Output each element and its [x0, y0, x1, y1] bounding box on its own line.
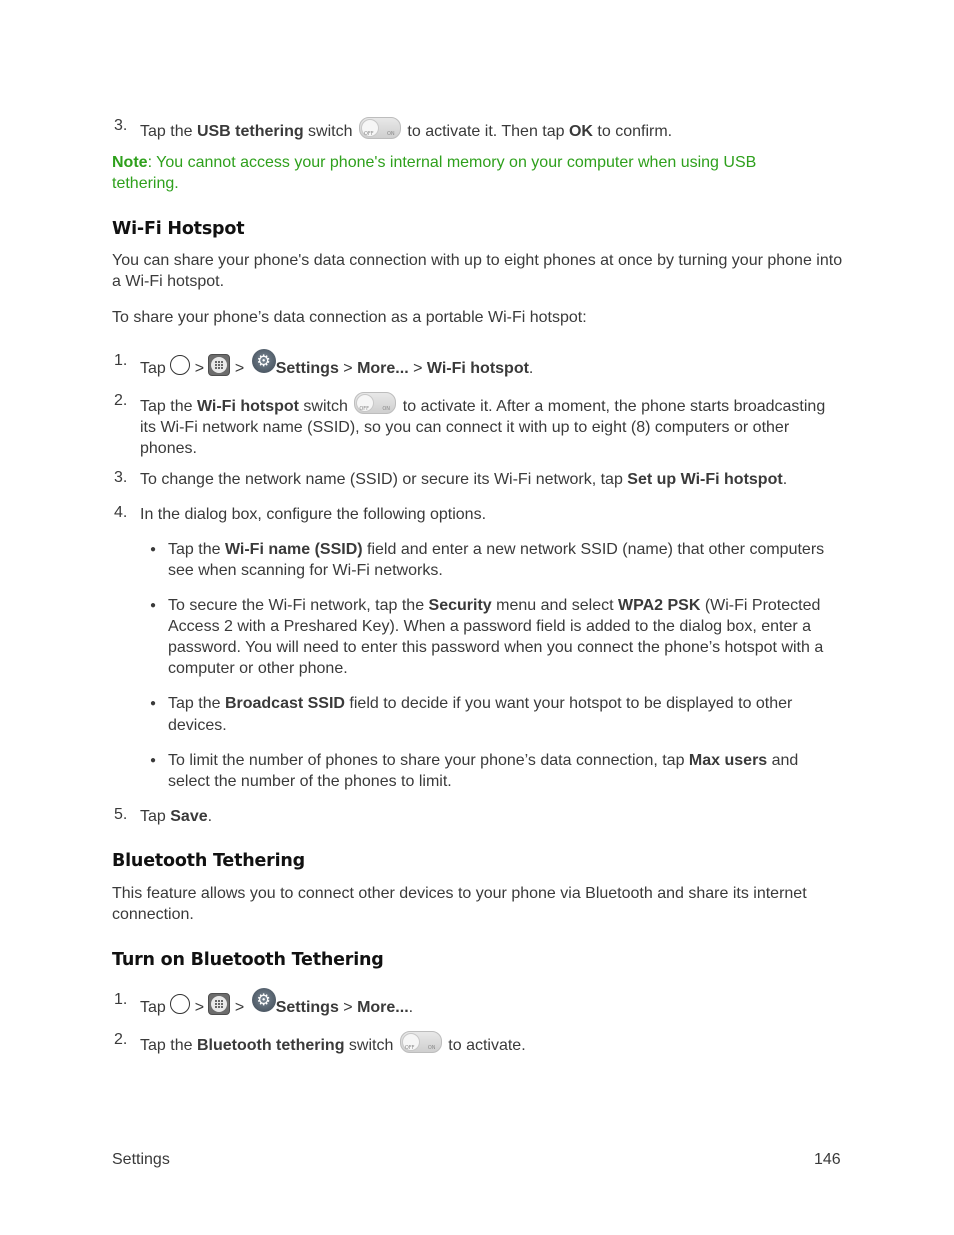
- wifi-hotspot-toggle-icon[interactable]: OFF ON: [354, 392, 396, 414]
- usb-tethering-label: USB tethering: [196, 123, 304, 140]
- home-icon: [170, 994, 190, 1014]
- settings-label: Settings: [275, 360, 339, 377]
- heading-turn-on-bt-tethering: Turn on Bluetooth Tethering: [112, 950, 384, 970]
- usb-tethering-toggle-icon[interactable]: OFF ON: [359, 117, 401, 139]
- setup-hotspot-label: Set up Wi-Fi hotspot: [627, 471, 783, 488]
- bluetooth-tethering-label: Bluetooth tethering: [196, 1037, 345, 1054]
- wifi-intro: You can share your phone's data connection with up to eight phones at once by turning your phone into a Wi-Fi hotspot.: [112, 252, 843, 290]
- note-text: : You cannot access your phone's internal memory on your computer when using USB tethering.: [112, 154, 757, 192]
- ok-label: OK: [568, 123, 593, 140]
- footer-page-number: 146: [814, 1151, 841, 1168]
- heading-bluetooth-tethering: Bluetooth Tethering: [112, 851, 305, 871]
- bt-intro: This feature allows you to connect other devices to your phone via Bluetooth and share its internet connection.: [112, 885, 807, 923]
- note-label: Note: [112, 154, 148, 171]
- step-number: 3.: [114, 117, 128, 134]
- settings-gear-icon: [252, 349, 276, 373]
- wifi-lead: To share your phone’s data connection as a portable Wi-Fi hotspot:: [112, 309, 587, 326]
- apps-icon: [208, 354, 230, 376]
- wifi-hotspot-label: Wi-Fi hotspot: [426, 360, 529, 377]
- bluetooth-tethering-toggle-icon[interactable]: OFF ON: [400, 1031, 442, 1053]
- apps-icon: [208, 993, 230, 1015]
- heading-wifi-hotspot: Wi-Fi Hotspot: [112, 219, 245, 239]
- more-label: More...: [357, 360, 409, 377]
- note: [112, 152, 812, 194]
- save-label: Save: [170, 808, 208, 825]
- wifi-hotspot-switch-label: Wi-Fi hotspot: [196, 398, 299, 415]
- home-icon: [170, 355, 190, 375]
- footer-section-name: Settings: [112, 1151, 170, 1168]
- settings-gear-icon: [252, 988, 276, 1012]
